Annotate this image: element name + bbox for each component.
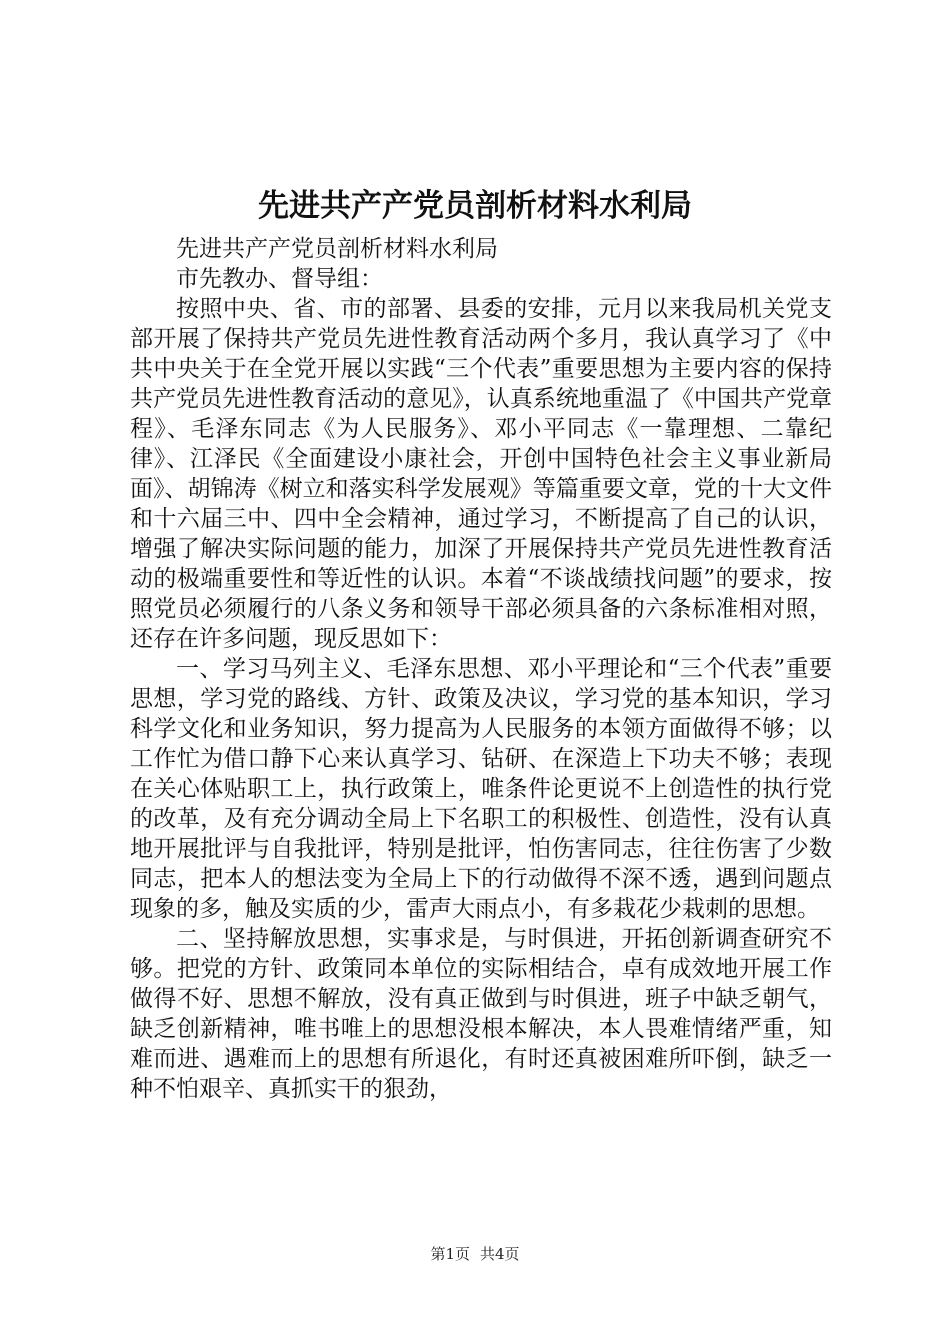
document-title: 先进共产产党员剖析材料水利局 [258, 188, 692, 224]
page-footer [0, 1244, 950, 1264]
document-body [130, 234, 832, 1104]
paragraph-section-one: 一、学习马列主义、毛泽东思想、邓小平理论和“三个代表”重要思想，学习党的路线、方针、政策及决议，学习党的基本知识，学习科学文化和业务知识，努力提高为人民服务的本领方面做得不够；以工作忙为借口静下心来认真学习、钻研、在深造上下功夫不够；表现在关心体贴职工上，执行政策上，唯条件论更说不上创造性的执行党的改革，及有充分调动全局上下名职工的积极性、创造性，没有认真地开展批评与自我批评，特别是批评，怕伤害同志，往往伤害了少数同志，把本人的想法变为全局上下的行动做得不深不透，遇到问题点现象的多，触及实质的少，雷声大雨点小，有多栽花少栽刺的思想。 [130, 656, 832, 922]
paragraph-intro: 按照中央、省、市的部署、县委的安排，元月以来我局机关党支部开展了保持共产党员先进性教育活动两个多月，我认真学习了《中共中央关于在全党开展以实践“三个代表”重要思想为主要内容的保持共产党员先进性教育活动的意见》，认真系统地重温了《中国共产党章程》、毛泽东同志《为人民服务》、邓小平同志《一靠理想、二靠纪律》、江泽民《全面建设小康社会，开创中国特色社会主义事业新局面》、胡锦涛《树立和落实科学发展观》等篇重要文章，党的十大文件和十六届三中、四中全会精神，通过学习，不断提高了自己的认识，增强了解决实际问题的能力，加深了开展保持共产党员先进性教育活动的极端重要性和等近性的认识。本着“不谈战绩找问题”的要求，按照党员必须履行的八条义务和领导干部必须具备的六条标准相对照，还存在许多问题，现反思如下： [130, 296, 832, 652]
paragraph-heading-repeat: 先进共产产党员剖析材料水利局 [176, 236, 498, 262]
page-number: 第1页 [430, 1245, 470, 1263]
page-total: 共4页 [480, 1245, 520, 1263]
paragraph-salutation: 市先教办、督导组： [176, 266, 383, 292]
paragraph-section-two: 二、坚持解放思想，实事求是，与时俱进，开拓创新调查研究不够。把党的方针、政策同本单位的实际相结合，卓有成效地开展工作做得不好、思想不解放，没有真正做到与时俱进，班子中缺乏朝气，缺乏创新精神，唯书唯上的思想没根本解决，本人畏难情绪严重，知难而进、遇难而上的思想有所退化，有时还真被困难所吓倒，缺乏一种不怕艰辛、真抓实干的狠劲， [130, 926, 832, 1102]
